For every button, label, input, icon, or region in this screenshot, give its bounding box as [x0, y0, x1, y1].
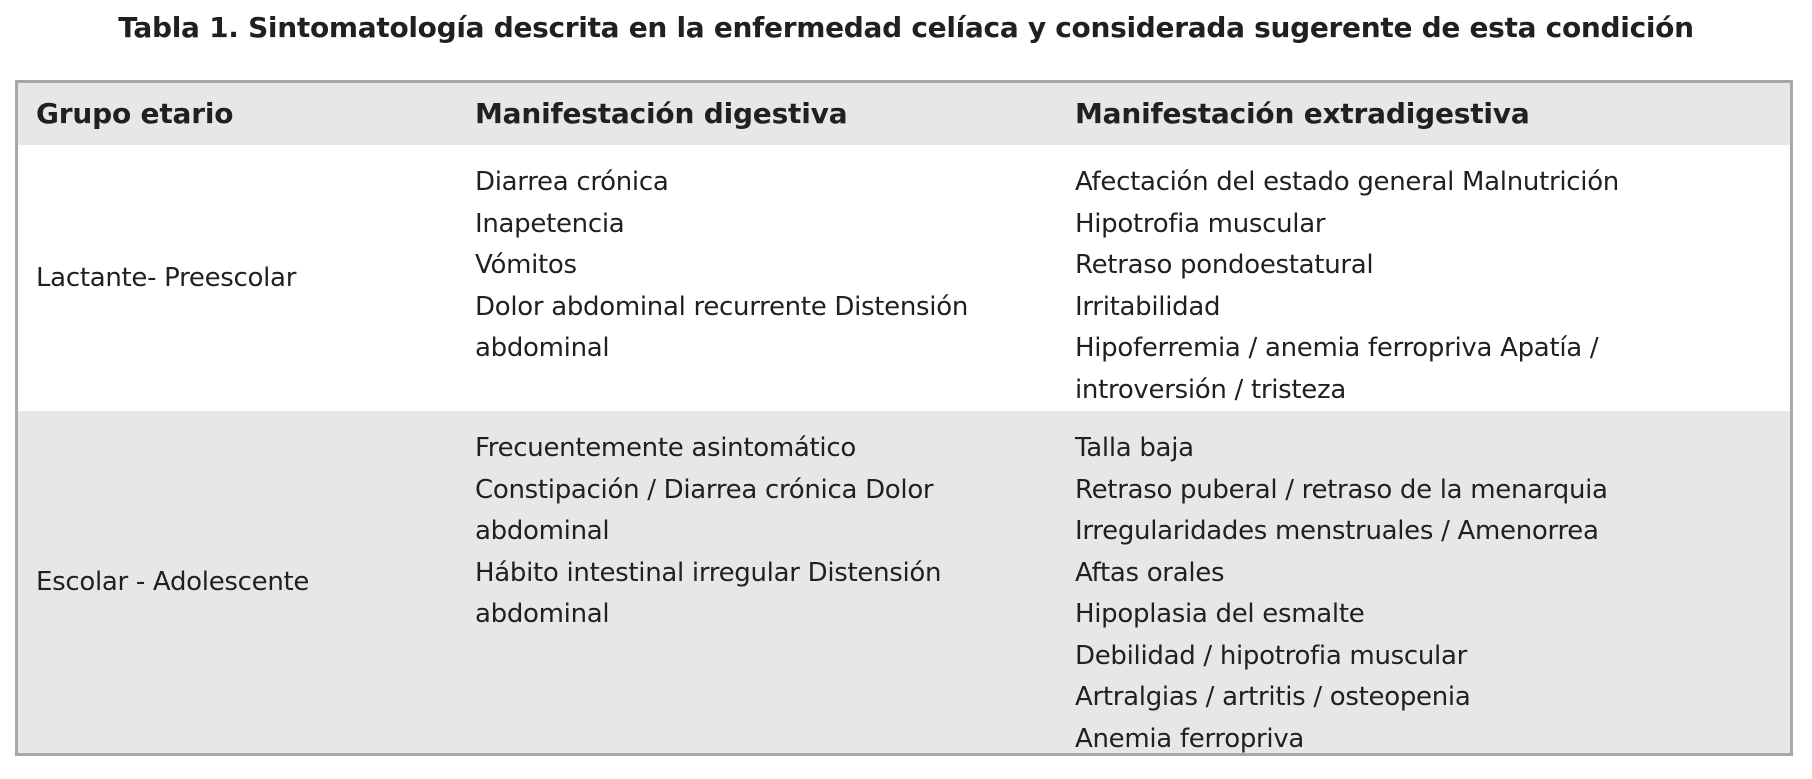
list-item: Constipación / Diarrea crónica Dolor	[475, 474, 934, 505]
list-item: Retraso pondoestatural	[1075, 250, 1374, 280]
extradigestive-cell	[1075, 411, 1775, 760]
table-row	[18, 411, 1790, 753]
list-item: abdominal	[475, 516, 610, 546]
digestive-cell	[475, 411, 1055, 636]
header-age-group: Grupo etario	[36, 97, 234, 130]
age-group-cell: Escolar - Adolescente	[36, 567, 310, 597]
digestive-cell	[475, 145, 1055, 370]
list-item: abdominal	[475, 333, 610, 363]
list-item: Frecuentemente asintomático	[475, 433, 856, 463]
table-header-row	[18, 83, 1790, 145]
table-title: Tabla 1. Sintomatología descrita en la enfermedad celíaca y considerada sugerente de esta condición	[118, 11, 1694, 44]
list-item: Artralgias / artritis / osteopenia	[1075, 682, 1471, 712]
list-item: Irritabilidad	[1075, 291, 1221, 322]
list-item: Retraso puberal / retraso de la menarquia	[1075, 474, 1608, 505]
table-row	[18, 145, 1790, 411]
symptom-table	[15, 80, 1793, 756]
list-item: Inapetencia	[475, 208, 625, 239]
digestive-list	[475, 411, 1055, 636]
list-item: Anemia ferropriva	[1075, 723, 1305, 754]
list-item: Hipotrofia muscular	[1075, 208, 1326, 239]
list-item: introversión / tristeza	[1075, 374, 1346, 405]
list-item: Hábito intestinal irregular Distensión	[475, 557, 942, 588]
list-item: Debilidad / hipotrofia muscular	[1075, 640, 1467, 671]
age-group-cell: Lactante- Preescolar	[36, 263, 297, 293]
list-item: Dolor abdominal recurrente Distensión	[475, 291, 968, 322]
list-item: Irregularidades menstruales / Amenorrea	[1075, 516, 1599, 546]
list-item: Afectación del estado general Malnutrición	[1075, 167, 1619, 197]
list-item: Vómitos	[475, 250, 577, 280]
digestive-list	[475, 145, 1055, 370]
extradigestive-cell	[1075, 145, 1775, 411]
extradigestive-list	[1075, 145, 1775, 411]
header-digestive: Manifestación digestiva	[475, 97, 848, 130]
list-item: Talla baja	[1075, 433, 1194, 463]
list-item: Aftas orales	[1075, 557, 1225, 588]
list-item: abdominal	[475, 599, 610, 629]
list-item: Diarrea crónica	[475, 167, 669, 197]
extradigestive-list	[1075, 411, 1775, 760]
list-item: Hipoplasia del esmalte	[1075, 599, 1365, 629]
header-extradigestive: Manifestación extradigestiva	[1075, 97, 1530, 130]
list-item: Hipoferremia / anemia ferropriva Apatía /	[1075, 333, 1599, 363]
